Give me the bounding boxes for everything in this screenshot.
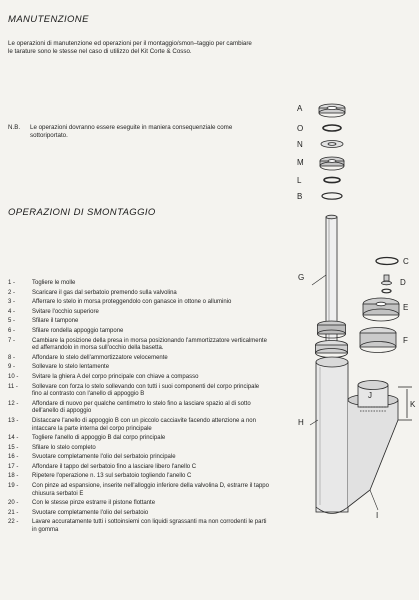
label-j: J bbox=[368, 391, 372, 400]
step-text: Togliere le molle bbox=[32, 280, 76, 286]
label-m: M bbox=[297, 158, 304, 167]
step-number: 6 - bbox=[8, 327, 16, 334]
step-number: 19 - bbox=[8, 483, 19, 490]
step-text: Lavare accuratamente tutti i sottoinsiemi con liquidi sgrassanti ma non corrodenti le parti in gomma bbox=[32, 519, 267, 534]
label-e: E bbox=[403, 303, 409, 312]
label-f: F bbox=[403, 336, 408, 345]
step-text: Affondare lo stelo dell'ammortizzatore velocemente bbox=[32, 354, 168, 361]
step-text: Svuotare completamente l'olio del serbatoio principale bbox=[32, 454, 176, 461]
step-text: Con pinze ad espansione, inserite nell'alloggio inferiore della valvolina D, estrarre il tappo chiusura serbatoi E bbox=[32, 483, 269, 497]
part-a-ring-nut bbox=[319, 104, 345, 117]
step-text: Afferrare lo stelo in morsa proteggendolo con ganasce in ottone o alluminio bbox=[32, 299, 232, 306]
step-item bbox=[8, 401, 270, 416]
label-i: I bbox=[376, 511, 379, 520]
step-number: 1 - bbox=[8, 280, 16, 286]
step-number: 20 - bbox=[8, 500, 19, 507]
step-number: 10 - bbox=[8, 373, 19, 380]
step-text: Sollevare lo stelo lentamente bbox=[32, 364, 110, 371]
step-item bbox=[8, 500, 270, 508]
step-item bbox=[8, 290, 270, 298]
part-l-oring bbox=[324, 177, 340, 182]
step-text: Svitare l'occhio superiore bbox=[32, 308, 99, 315]
step-item bbox=[8, 309, 270, 317]
part-c-ring bbox=[376, 258, 398, 265]
part-m-seal bbox=[320, 157, 344, 170]
step-number: 18 - bbox=[8, 473, 19, 480]
steps-list bbox=[8, 280, 270, 537]
step-item bbox=[8, 384, 270, 399]
step-item bbox=[8, 328, 270, 336]
part-h-main-body bbox=[316, 357, 348, 514]
step-number: 3 - bbox=[8, 299, 16, 306]
step-text: Cambiare la posizione della presa in morsa posizionando l'ammortizzatore verticalmente ed afferrandolo in morsa sull'occhio della basetta. bbox=[32, 337, 267, 352]
label-o: O bbox=[297, 124, 304, 133]
step-number: 14 - bbox=[8, 435, 19, 442]
step-item bbox=[8, 483, 270, 498]
part-n-washer bbox=[321, 141, 343, 148]
step-item bbox=[8, 318, 270, 326]
step-item bbox=[8, 299, 270, 307]
label-n: N bbox=[297, 140, 303, 149]
step-text: Sfilare rondella appoggio tampone bbox=[32, 327, 124, 334]
step-text: Sfilare lo stelo completo bbox=[32, 444, 96, 451]
step-text: Scaricare il gas dal serbatoio premendo sulla valvolina bbox=[32, 289, 177, 296]
step-text: Svitare la ghiera A del corpo principale con chiave a compasso bbox=[32, 373, 199, 380]
step-number: 17 - bbox=[8, 463, 19, 470]
part-d-valve bbox=[382, 275, 392, 293]
note-block bbox=[8, 124, 258, 140]
step-text: Sfilare il tampone bbox=[32, 318, 79, 325]
part-f-floating-piston bbox=[360, 328, 396, 353]
step-item bbox=[8, 435, 270, 443]
part-e-reservoir-cap bbox=[363, 298, 399, 321]
step-item bbox=[8, 464, 270, 472]
step-text: Svuotare completamente l'olio del serbatoio bbox=[32, 509, 149, 516]
step-item bbox=[8, 280, 270, 288]
label-b: B bbox=[297, 192, 303, 201]
label-g: G bbox=[298, 273, 305, 282]
part-i-reservoir bbox=[348, 381, 398, 508]
part-b-support-ring bbox=[322, 193, 342, 199]
drawing-parts bbox=[310, 104, 412, 514]
step-text: Ripetere l'operazione n. 13 sul serbatoio togliendo l'anello C bbox=[32, 473, 192, 480]
label-c: C bbox=[403, 257, 409, 266]
step-item bbox=[8, 418, 270, 433]
step-number: 9 - bbox=[8, 364, 16, 371]
step-number: 21 - bbox=[8, 509, 19, 516]
note-text: Le operazioni dovranno essere eseguite in maniera consequenziale come sottoriportato. bbox=[30, 124, 233, 140]
label-d: D bbox=[400, 278, 406, 287]
step-number: 22 - bbox=[8, 519, 19, 526]
step-number: 13 - bbox=[8, 417, 19, 424]
note-label: N.B. bbox=[8, 124, 21, 131]
label-l: L bbox=[297, 176, 302, 185]
step-text: Con le stesse pinze estrarre il pistone flottante bbox=[32, 500, 156, 507]
step-item bbox=[8, 519, 270, 534]
step-item bbox=[8, 445, 270, 453]
step-number: 12 - bbox=[8, 400, 19, 407]
step-number: 15 - bbox=[8, 444, 19, 451]
step-number: 11 - bbox=[8, 383, 18, 390]
step-number: 5 - bbox=[8, 318, 16, 325]
step-item bbox=[8, 473, 270, 481]
step-number: 7 - bbox=[8, 337, 16, 344]
step-item bbox=[8, 364, 270, 372]
step-text: Distaccare l'anello di appoggio B con un piccolo cacciavite facendo attenzione a non intaccare la parte interna del corpo principale bbox=[32, 417, 256, 432]
step-number: 2 - bbox=[8, 289, 16, 296]
step-text: Affondare di nuovo per qualche centimetro lo stelo fino a lasciare spazio al di sotto dell'anello di appoggio bbox=[32, 400, 251, 415]
step-number: 4 - bbox=[8, 308, 16, 315]
part-o-oring bbox=[323, 125, 341, 131]
shock-absorber-exploded-drawing bbox=[270, 95, 419, 525]
step-text: Affondare il tappo del serbatoio fino a lasciare libero l'anello C bbox=[32, 463, 197, 470]
intro-paragraph: Le operazioni di manutenzione ed operazioni per il montaggio/smon–taggio per cambiare le tarature sono le stesse nel caso di utilizzo del Kit Corte & Cosso. bbox=[8, 40, 252, 56]
label-h: H bbox=[298, 418, 304, 427]
step-text: Sollevare con forza lo stelo sollevando con tutti i suoi componenti del corpo principale fino al contrasto con l'anello di appoggio B bbox=[32, 383, 260, 398]
step-item bbox=[8, 374, 270, 382]
step-text: Togliere l'anello di appoggio B dal corpo principale bbox=[32, 435, 166, 442]
step-item bbox=[8, 454, 270, 462]
label-a: A bbox=[297, 104, 303, 113]
step-item bbox=[8, 355, 270, 363]
label-k: K bbox=[410, 400, 416, 409]
step-item bbox=[8, 338, 270, 353]
step-number: 8 - bbox=[8, 354, 16, 361]
section-title-manutenzione: MANUTENZIONE bbox=[8, 14, 89, 25]
section-title-smontaggio: OPERAZIONI DI SMONTAGGIO bbox=[8, 207, 156, 218]
step-item bbox=[8, 510, 270, 518]
step-number: 16 - bbox=[8, 454, 19, 461]
